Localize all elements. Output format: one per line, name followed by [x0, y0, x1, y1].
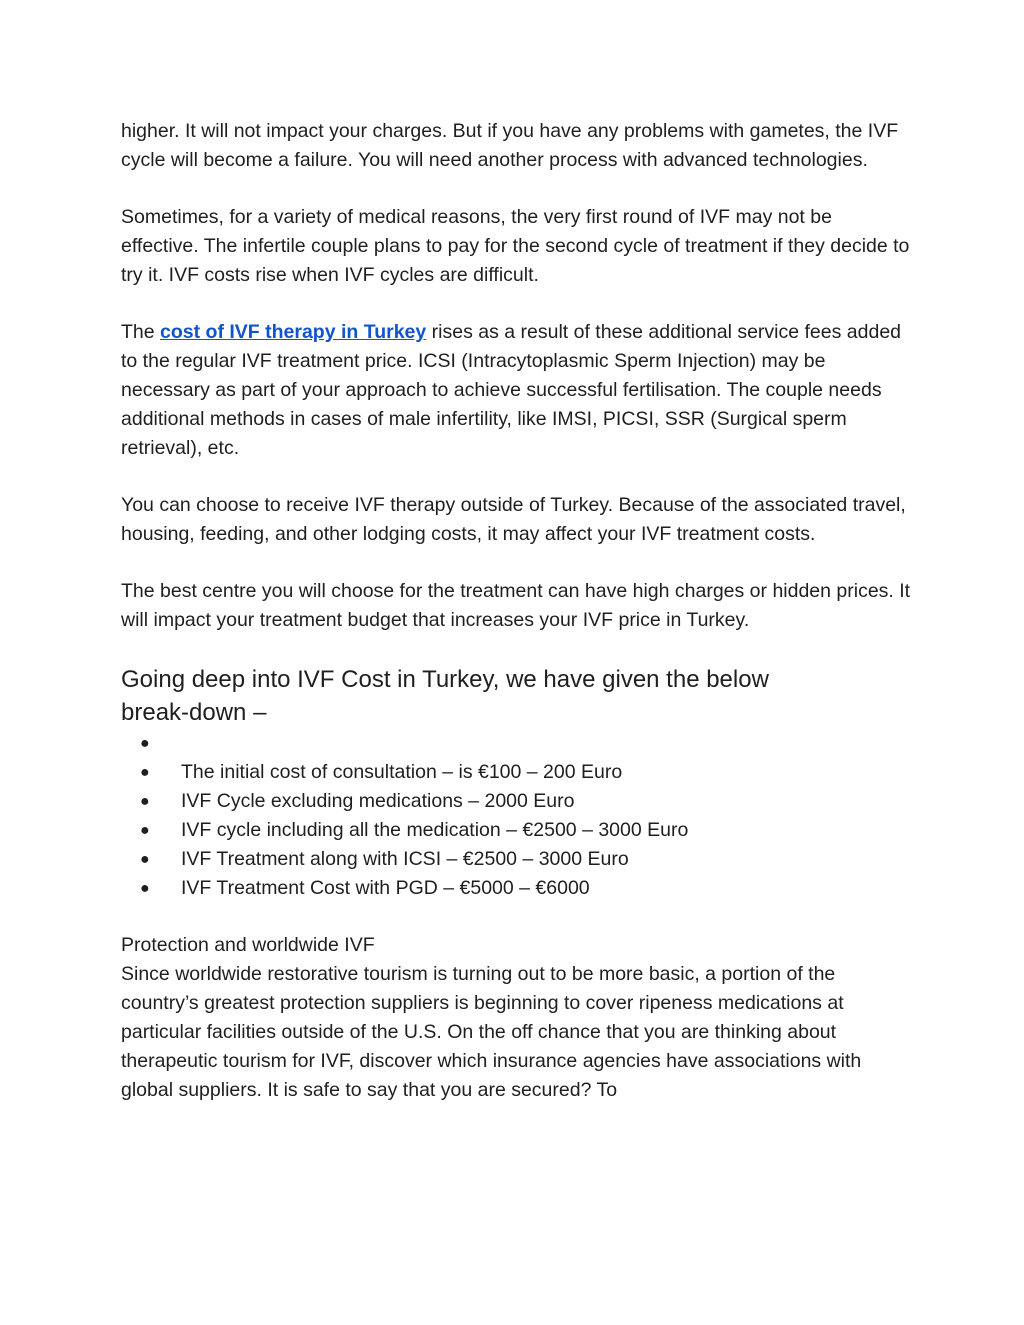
- cost-of-ivf-link[interactable]: cost of IVF therapy in Turkey: [160, 321, 427, 343]
- paragraph-text-start: The: [121, 321, 161, 343]
- list-item-text: IVF Treatment along with ICSI – €2500 – 3000 Euro: [181, 848, 629, 870]
- list-item-text: IVF cycle including all the medication – €2500 – 3000 Euro: [181, 819, 689, 841]
- section-heading-breakdown: Going deep into IVF Cost in Turkey, we have given the below break-down –: [121, 666, 769, 726]
- bullet-icon: ●: [140, 851, 150, 868]
- section-title-protection: Protection and worldwide IVF: [121, 934, 375, 956]
- paragraph-best-centre: The best centre you will choose for the treatment can have high charges or hidden prices. It will impact your treatment budget that increases your IVF price in Turkey.: [121, 580, 911, 631]
- paragraph-gametes: higher. It will not impact your charges. But if you have any problems with gametes, the IVF cycle will become a failure. You will need another process with advanced technologies.: [121, 120, 899, 171]
- cost-breakdown-list: [121, 729, 911, 903]
- bullet-icon: ●: [140, 764, 150, 781]
- list-item-text: The initial cost of consultation – is €100 – 200 Euro: [181, 761, 623, 783]
- paragraph-cost-increase: [121, 318, 911, 463]
- list-item-text: IVF Treatment Cost with PGD – €5000 – €6000: [181, 877, 590, 899]
- list-item-text: IVF Cycle excluding medications – 2000 Euro: [181, 790, 575, 812]
- list-item: [121, 845, 911, 874]
- list-item: [121, 787, 911, 816]
- bullet-icon: ●: [140, 735, 150, 752]
- list-item: [121, 758, 911, 787]
- paragraph-text-end: rises as a result of these additional service fees added to the regular IVF treatment price. ICSI (Intracytoplasmic Sperm Injection) may be necessary as part of your approach to achieve successful fertilisation. The couple needs additional methods in cases of male infertility, like IMSI, PICSI, SSR (Surgical sperm retrieval), etc.: [121, 321, 902, 459]
- document-page: [121, 117, 911, 1133]
- bullet-icon: ●: [140, 793, 150, 810]
- paragraph-protection-body: Since worldwide restorative tourism is turning out to be more basic, a portion of the country’s greatest protection suppliers is beginning to cover ripeness medications at particular facilities outside of the U.S. On the off chance that you are thinking about therapeutic tourism for IVF, discover which insurance agencies have associations with global suppliers. It is safe to say that you are secured? To: [121, 963, 862, 1101]
- bullet-icon: ●: [140, 822, 150, 839]
- list-item: [121, 729, 911, 758]
- list-item: [121, 816, 911, 845]
- paragraph-first-round: Sometimes, for a variety of medical reasons, the very first round of IVF may not be effective. The infertile couple plans to pay for the second cycle of treatment if they decide to try it. IVF costs rise when IVF cycles are difficult.: [121, 206, 910, 286]
- bullet-icon: ●: [140, 880, 150, 897]
- paragraph-outside-turkey: You can choose to receive IVF therapy outside of Turkey. Because of the associated travel, housing, feeding, and other lodging costs, it may affect your IVF treatment costs.: [121, 494, 906, 545]
- list-item: [121, 874, 911, 903]
